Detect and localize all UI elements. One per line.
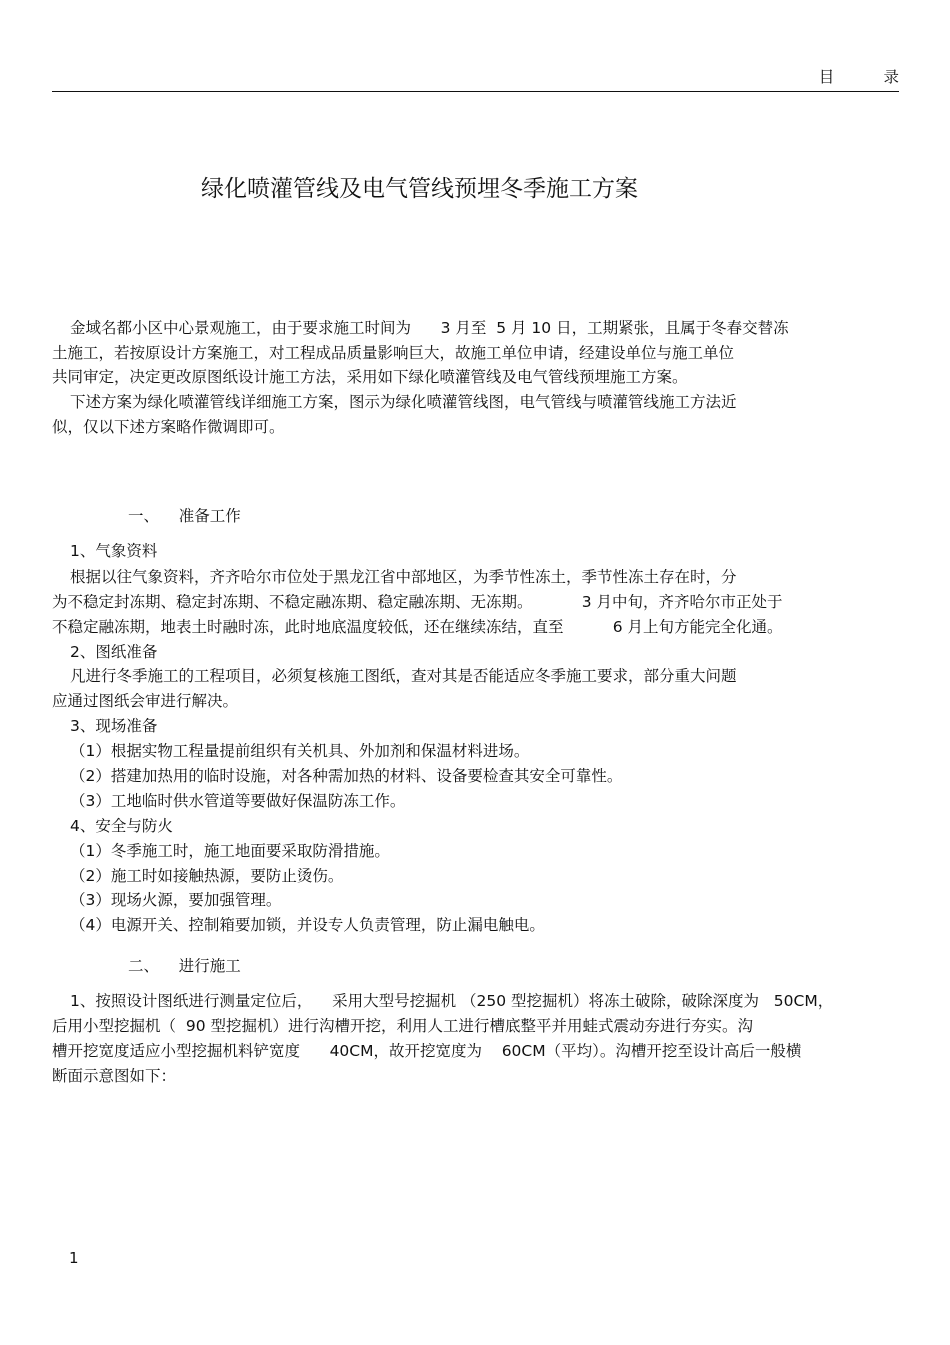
page-title: 绿化喷灌管线及电气管线预埋冬季施工方案 [201, 176, 638, 202]
header-rule [52, 91, 899, 92]
intro-line-5: 似，仅以下述方案略作微调即可。 [52, 418, 285, 436]
intro-line-1: 金域名都小区中心景观施工，由于要求施工时间为 3 月至 5 月 10 日，工期紧张，且属于冬春交替冻 [70, 319, 789, 337]
page-number: 1 [69, 1249, 79, 1267]
site-item-2: （2）搭建加热用的临时设施，对各种需加热的材料、设备要检查其安全可靠性。 [70, 767, 623, 785]
section-heading-prep: 一、 准备工作 [128, 507, 241, 525]
construction-line-3: 槽开挖宽度适应小型挖掘机料铲宽度 40CM，故开挖宽度为 60CM（平均）。沟槽开挖至设计高后一般横 [52, 1042, 802, 1060]
section-heading-construction: 二、 进行施工 [128, 957, 241, 975]
site-item-3: （3）工地临时供水管道等要做好保温防冻工作。 [70, 792, 406, 810]
safety-item-1: （1）冬季施工时，施工地面要采取防滑措施。 [70, 842, 390, 860]
safety-title: 4、安全与防火 [70, 817, 173, 835]
intro-line-4: 下述方案为绿化喷灌管线详细施工方案，图示为绿化喷灌管线图，电气管线与喷灌管线施工方法近 [70, 393, 737, 411]
weather-line-1: 根据以往气象资料，齐齐哈尔市位处于黑龙江省中部地区，为季节性冻土，季节性冻土存在时，分 [70, 568, 737, 586]
site-item-1: （1）根据实物工程量提前组织有关机具、外加剂和保温材料进场。 [70, 742, 530, 760]
safety-item-3: （3）现场火源，要加强管理。 [70, 891, 282, 909]
construction-line-2: 后用小型挖掘机（ 90 型挖掘机）进行沟槽开挖，利用人工进行槽底整平并用蛙式震动夯进行夯实。沟 [52, 1017, 754, 1035]
construction-line-4: 断面示意图如下： [52, 1067, 177, 1085]
weather-line-3: 不稳定融冻期，地表土时融时冻，此时地底温度较低，还在继续冻结，直至 6 月上旬方能完全化通。 [52, 618, 783, 636]
weather-title: 1、气象资料 [70, 542, 158, 560]
safety-item-4: （4）电源开关、控制箱要加锁，并设专人负责管理，防止漏电触电。 [70, 916, 545, 934]
construction-line-1: 1、按照设计图纸进行测量定位后， 采用大型号挖掘机 （250 型挖掘机）将冻土破除，破除深度为 50CM， [70, 992, 834, 1010]
intro-line-3: 共同审定，决定更改原图纸设计施工方法，采用如下绿化喷灌管线及电气管线预埋施工方案。 [52, 368, 688, 386]
drawings-line-1: 凡进行冬季施工的工程项目，必须复核施工图纸，查对其是否能适应冬季施工要求，部分重大问题 [70, 667, 737, 685]
safety-item-2: （2）施工时如接触热源，要防止烫伤。 [70, 867, 344, 885]
header-label: 目 录 [818, 68, 899, 86]
drawings-title: 2、图纸准备 [70, 643, 158, 661]
weather-line-2: 为不稳定封冻期、稳定封冻期、不稳定融冻期、稳定融冻期、无冻期。 3 月中旬，齐齐哈尔市正处于 [52, 593, 783, 611]
intro-line-2: 土施工，若按原设计方案施工，对工程成品质量影响巨大，故施工单位申请，经建设单位与施工单位 [52, 344, 735, 362]
site-title: 3、现场准备 [70, 717, 158, 735]
drawings-line-2: 应通过图纸会审进行解决。 [52, 692, 239, 710]
